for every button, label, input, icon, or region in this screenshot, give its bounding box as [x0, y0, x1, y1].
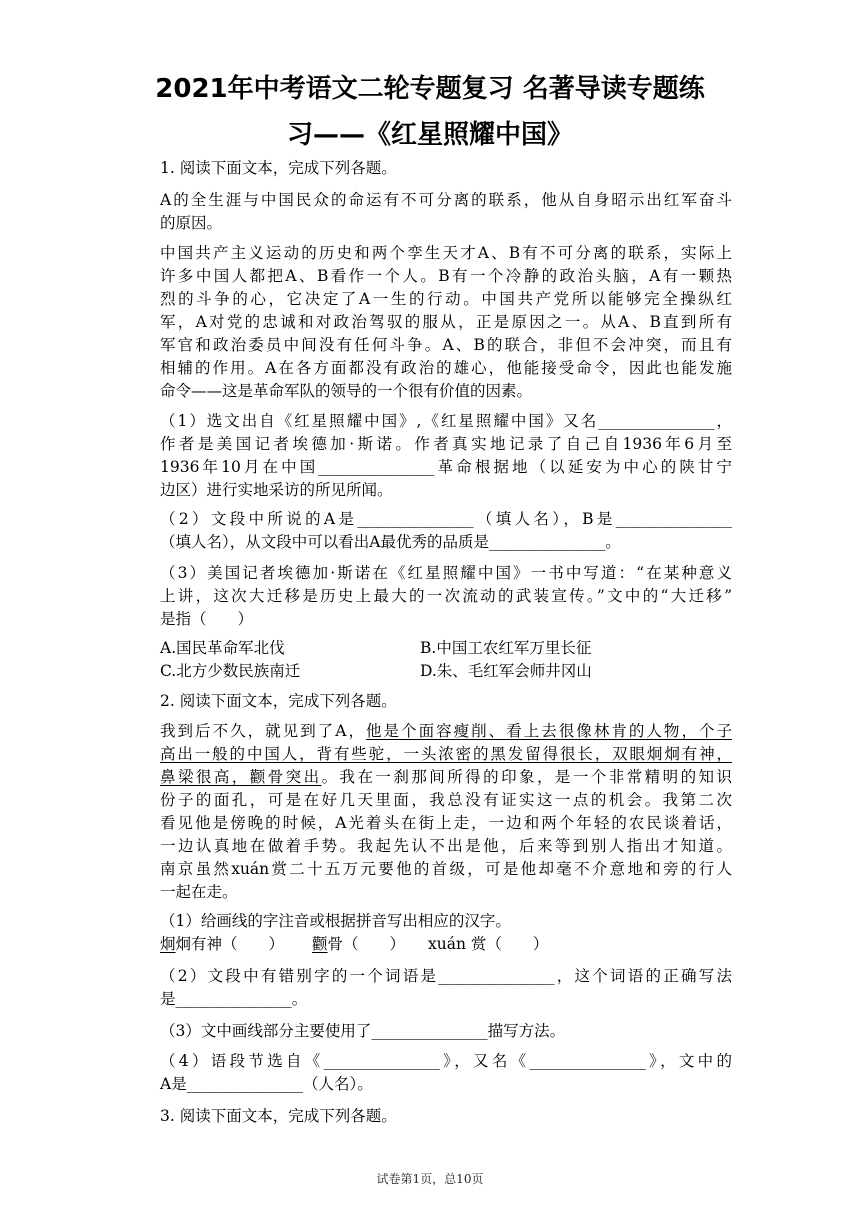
option-d: D.朱、毛红军会师井冈山 [420, 662, 592, 680]
q2-subquestion-1: （1）给画线的字注音或根据拼音写出相应的汉字。 炯炯有神（ ） 颧骨（ ） xuán 赏（ ） [160, 910, 732, 956]
option-a: A.国民革命军北伐 [160, 639, 285, 657]
pinyin-item-2: 颧骨（ ） [312, 935, 406, 953]
q2-subquestion-4: （4）语段节选自《_______________》，又名《_______________》，文中的 A是_______________（人名）。 [160, 1052, 732, 1093]
pinyin-row [160, 933, 732, 956]
q1-subquestion-3: （3）美国记者埃德加·斯诺在《红星照耀中国》一书中写道：“在某种意义 上讲，这次大迁移是历史上最大的一次流动的武装宣传。”文中的“大迁移” 是指（ ） [160, 564, 732, 628]
pinyin-item-1: 炯炯有神（ ） [160, 935, 285, 953]
pinyin-item-3: xuán 赏（ ） [428, 935, 549, 953]
q1-options [160, 637, 732, 683]
q2-line1-plain: 我到后不久，就见到了A， [160, 722, 366, 740]
q1-subquestion-2: （2）文段中所说的A是_______________（填人名），B是_______________ （填人名），从文段中可以看出A最优秀的品质是_______________。 [160, 510, 732, 551]
q2-subquestion-2: （2）文段中有错别字的一个词语是_______________，这个词语的正确写法 是_______________。 [160, 967, 732, 1008]
underlined-description-1: 他是个面容瘦削、看上去很像林肯的人物，个子 [366, 722, 732, 740]
q1-subquestion-1: （1）选文出自《红星照耀中国》,《红星照耀中国》又名_______________， 作者是美国记者埃德加·斯诺。作者真实地记录了自己自1936年6月至 1936年10月在中国_______________革命根据地（以延安为中心的陕甘宁 边区）进行实地采访的所见所闻。 [160, 412, 732, 499]
page-footer: 试卷第1页，总10页 [376, 1172, 484, 1186]
q1-paragraph-2: 中国共产主义运动的历史和两个孪生天才A、B有不可分离的联系，实际上 许多中国人都把A、B看作一个人。B有一个冷静的政治头脑，A有一颗热 烈的斗争的心，它决定了A一生的行动。中国共产党所以能够完全操纵红 军，A对党的忠诚和对政治驾驭的服从，正是原因之一。从A、B直到所有 军官和政治委员中间没有任何斗争。A、B的联合，非但不会冲突，而且有 相辅的作用。A在各方面都没有政治的雄心，他能接受命令，因此也能发施 命令——这是革命军队的领导的一个很有价值的因素。 [160, 244, 732, 400]
q2-passage: 我到后不久，就见到了A，他是个面容瘦削、看上去很像林肯的人物，个子 高出一般的中国人，背有些驼，一头浓密的黑发留得很长，双眼炯炯有神， 鼻梁很高，颧骨突出。我在一刹那间所得的印象，是一个非常精明的知识 份子的面孔，可是在好几天里面，我总没有证实这一点的机会。我第二次 看见他是傍晚的时候，A光着头在街上走，一边和两个年轻的农民谈着话， 一边认真地在做着手势。我起先认不出是他，后来等到别人指出才知道。 南京虽然xuán赏二十五万元要他的首级，可是他却毫不介意地和旁的行人 一起在走。 [160, 722, 732, 901]
q1-paragraph-1: A的全生涯与中国民众的命运有不可分离的联系，他从自身昭示出红军奋斗 的原因。 [160, 191, 732, 232]
q3-heading: 3. 阅读下面文本，完成下列各题。 [160, 1107, 397, 1125]
underlined-description-2: 高出一般的中国人，背有些驼，一头浓密的黑发留得很长，双眼炯炯有神， [160, 745, 732, 763]
page-title-line-1: 2021年中考语文二轮专题复习 名著导读专题练 [155, 74, 705, 104]
option-c: C.北方少数民族南迁 [160, 662, 301, 680]
q2-line3-plain: 。我在一刹那间所得的印象，是一个非常精明的知识 [321, 768, 732, 786]
page-title-line-2: 习——《红星照耀中国》 [286, 120, 573, 150]
q2-heading: 2. 阅读下面文本，完成下列各题。 [160, 692, 397, 710]
option-b: B.中国工农红军万里长征 [420, 639, 592, 657]
q2-subquestion-3: （3）文中画线部分主要使用了_______________描写方法。 [160, 1022, 566, 1040]
q1-heading: 1. 阅读下面文本，完成下列各题。 [160, 159, 397, 177]
underlined-description-3: 鼻梁很高，颧骨突出 [160, 768, 322, 786]
